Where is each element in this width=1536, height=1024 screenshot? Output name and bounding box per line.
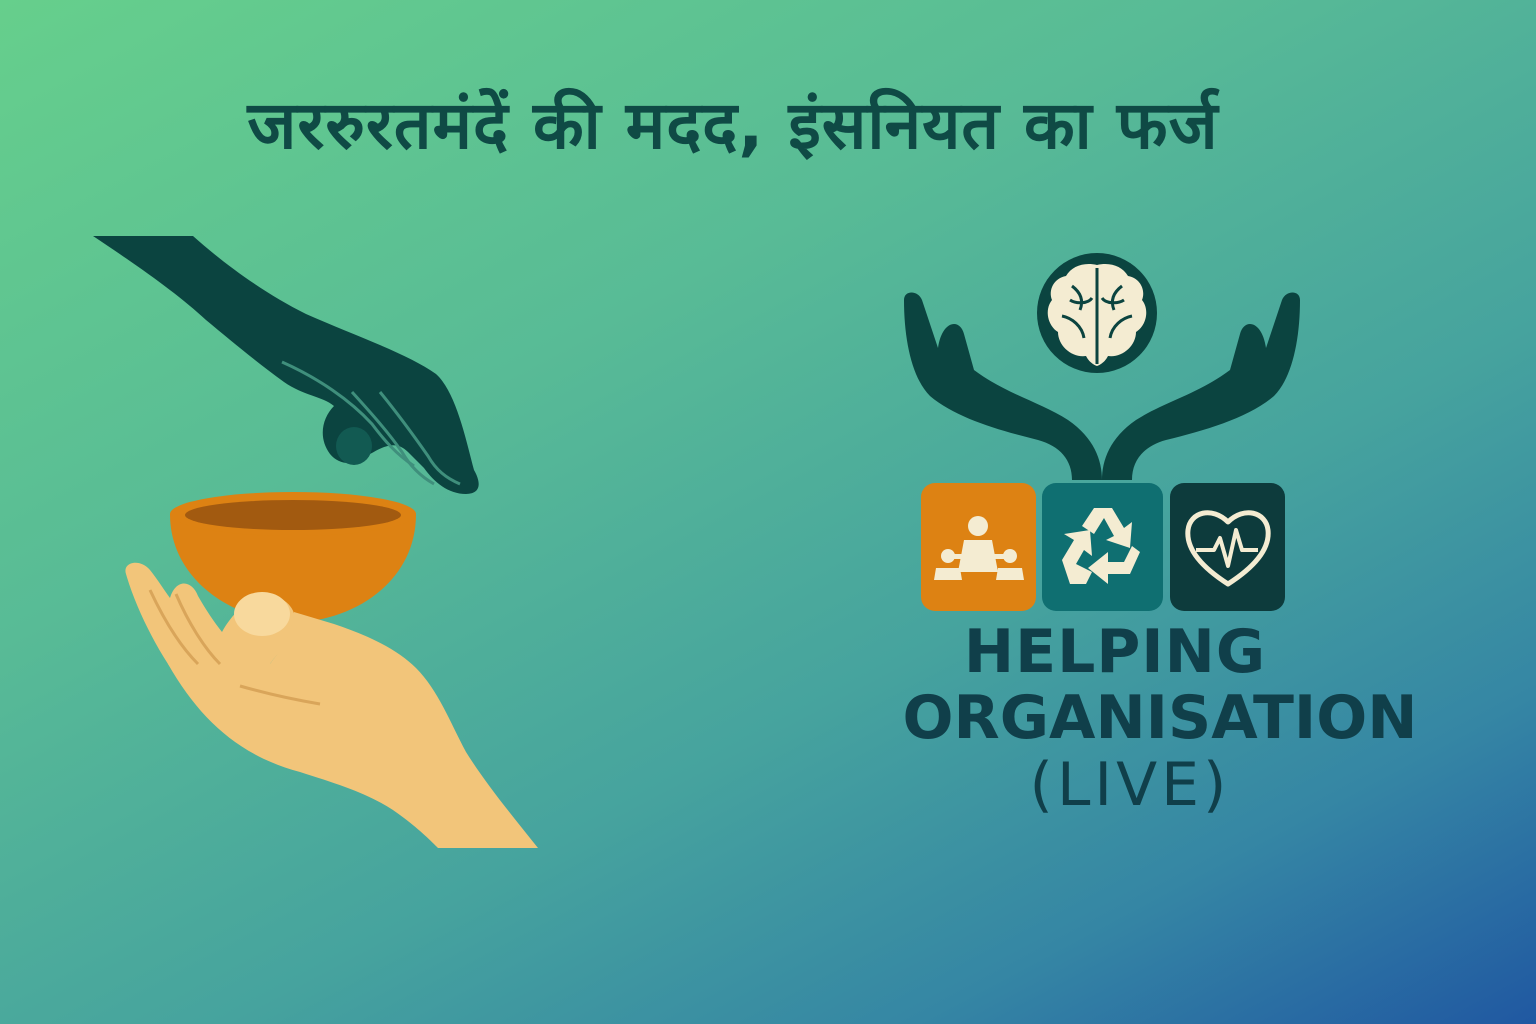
brain-icon xyxy=(1037,253,1157,373)
page-headline: जररुरतमंदें की मदद, इंसनियत का फर्ज xyxy=(247,87,1219,164)
logo-line-1: HELPING xyxy=(963,617,1267,687)
giving-hand-icon xyxy=(93,236,479,494)
recycle-tile xyxy=(1042,483,1163,611)
bowl-icon xyxy=(170,492,416,622)
community-tile xyxy=(921,483,1036,611)
heart-tile xyxy=(1170,483,1285,611)
logo-line-2: ORGANISATION xyxy=(902,683,1418,753)
logo-line-3: (LIVE) xyxy=(1029,750,1231,820)
organisation-name xyxy=(880,617,1440,820)
